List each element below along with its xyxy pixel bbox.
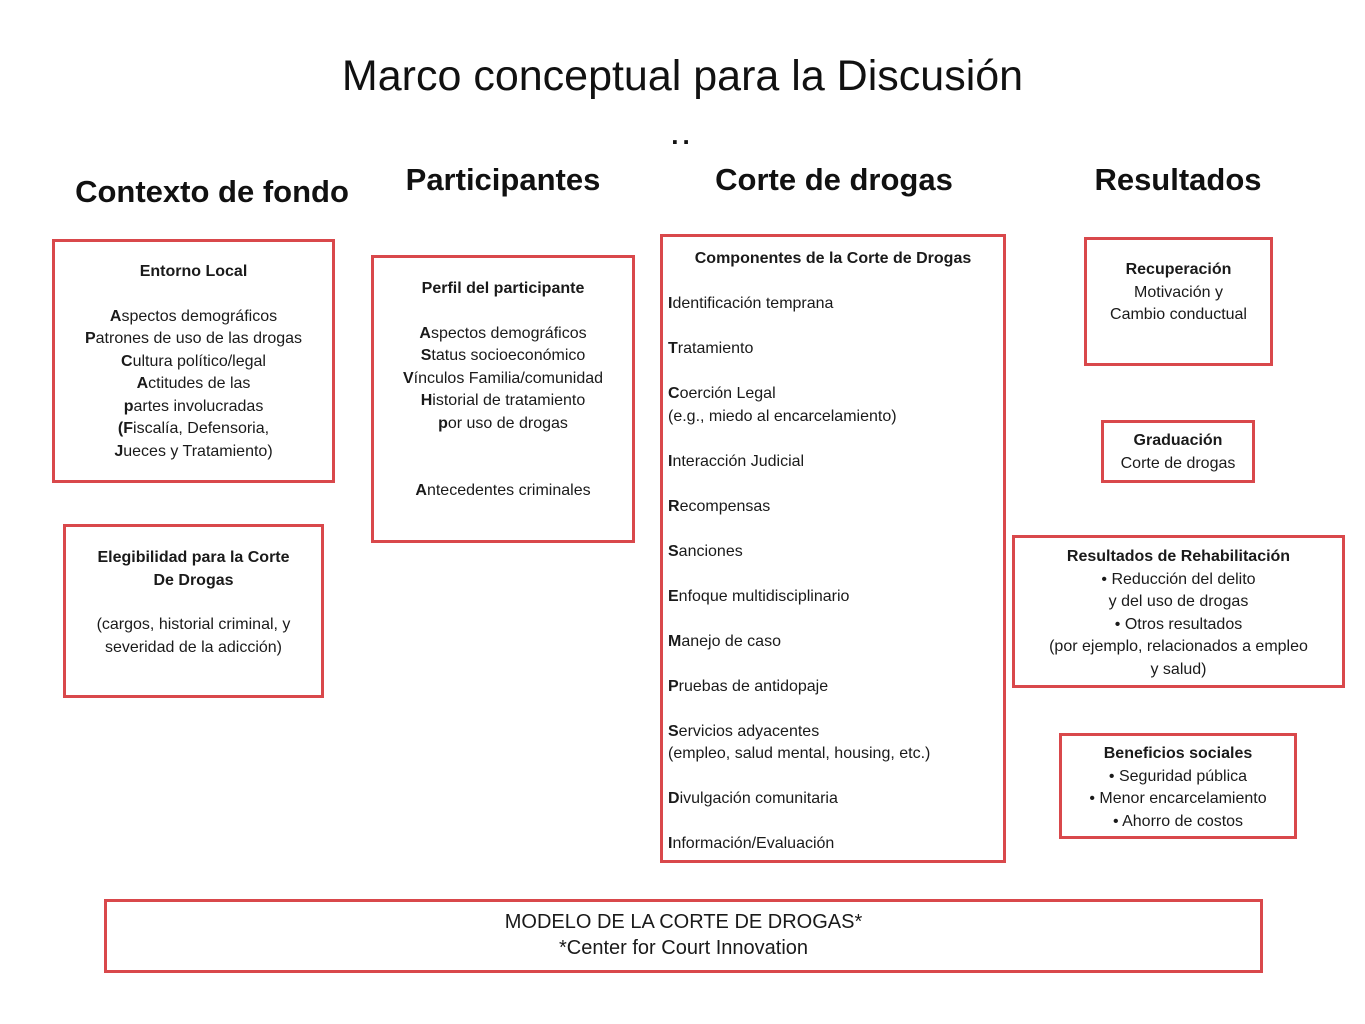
beneficios-box [1059,733,1297,839]
elegibilidad-body: severidad de la adicción) [105,638,282,656]
beneficios-line: • Menor encarcelamiento [1089,790,1267,807]
elegibilidad-box [63,524,324,698]
componente-item: Coerción Legal [668,385,776,402]
entorno-line-cont: partes involucradas [123,397,264,415]
perfil-line: Status socioeconómico [420,347,586,364]
elegibilidad-body: (cargos, historial criminal, y [96,616,291,633]
beneficios-heading: Beneficios sociales [1103,745,1253,762]
entorno-local-box [52,239,335,483]
graduacion-heading: Graduación [1133,432,1223,449]
beneficios-line: • Seguridad pública [1108,767,1248,785]
perfil-heading: Perfil del participante [421,280,585,297]
model-footer-box [104,899,1263,973]
componente-item: Información/Evaluación [668,835,835,852]
componentes-box [660,234,1006,863]
perfil-line: Vínculos Familia/comunidad [402,369,604,387]
perfil-line: Historial de tratamiento [420,392,586,409]
entorno-line: Cultura político/legal [121,352,266,370]
rehabilitacion-line: y salud) [1150,660,1207,678]
perfil-antecedentes: Antecedentes criminales [415,482,591,499]
recuperacion-line: Cambio conductual [1110,306,1247,323]
componente-item: Tratamiento [668,340,754,357]
componente-item: Servicios adyacentes [668,722,820,740]
heading-participantes: Participantes [405,162,601,197]
elegibilidad-heading: Elegibilidad para la Corte [97,549,290,566]
componente-item: Manejo de caso [668,632,781,650]
componente-item: Pruebas de antidopaje [668,677,829,695]
page-title: Marco conceptual para la Discusión [341,52,1024,100]
entorno-line: Actitudes de las [136,375,251,392]
componente-item: Recompensas [668,497,771,515]
rehabilitacion-line: • Otros resultados [1114,615,1243,633]
componente-item: Sanciones [668,542,743,560]
rehabilitacion-box [1012,535,1345,688]
graduacion-box [1101,420,1255,483]
footer-line-model: MODELO DE LA CORTE DE DROGAS* [504,911,863,933]
componente-note: (e.g., miedo al encarcelamiento) [668,407,897,425]
beneficios-line: • Ahorro de costos [1112,812,1244,830]
rehabilitacion-line: y del uso de drogas [1108,593,1249,610]
entorno-line: Aspectos demográficos [109,307,278,325]
perfil-line: Aspectos demográficos [419,324,587,342]
componentes-heading: Componentes de la Corte de Drogas [694,250,972,267]
recuperacion-heading: Recuperación [1125,261,1232,278]
recuperacion-box [1084,237,1273,366]
componente-item: Enfoque multidisciplinario [668,587,850,605]
entorno-line-cont: Jueces y Tratamiento) [114,442,273,460]
heading-corte: Corte de drogas [715,162,953,197]
heading-contexto: Contexto de fondo [75,174,349,209]
footer-line-source: *Center for Court Innovation [558,937,809,959]
graduacion-line: Corte de drogas [1120,454,1236,472]
componente-item: Divulgación comunitaria [668,790,838,807]
recuperacion-line: Motivación y [1134,283,1223,301]
componente-note: (empleo, salud mental, housing, etc.) [668,745,931,762]
perfil-line-cont: por uso de drogas [438,414,568,432]
entorno-line-cont: (Fiscalía, Defensoria, [117,420,270,437]
elegibilidad-heading: De Drogas [153,571,234,589]
entorno-line: Patrones de uso de las drogas [84,330,303,347]
title-dots: .. [671,120,694,150]
componente-item: Identificación temprana [668,295,834,312]
perfil-box [371,255,635,543]
rehabilitacion-line: (por ejemplo, relacionados a empleo [1049,638,1308,655]
rehabilitacion-heading: Resultados de Rehabilitación [1066,548,1291,565]
entorno-local-heading: Entorno Local [139,263,248,280]
rehabilitacion-line: • Reducción del delito [1101,570,1256,588]
heading-resultados: Resultados [1094,162,1262,197]
componente-item: Interacción Judicial [668,452,805,470]
